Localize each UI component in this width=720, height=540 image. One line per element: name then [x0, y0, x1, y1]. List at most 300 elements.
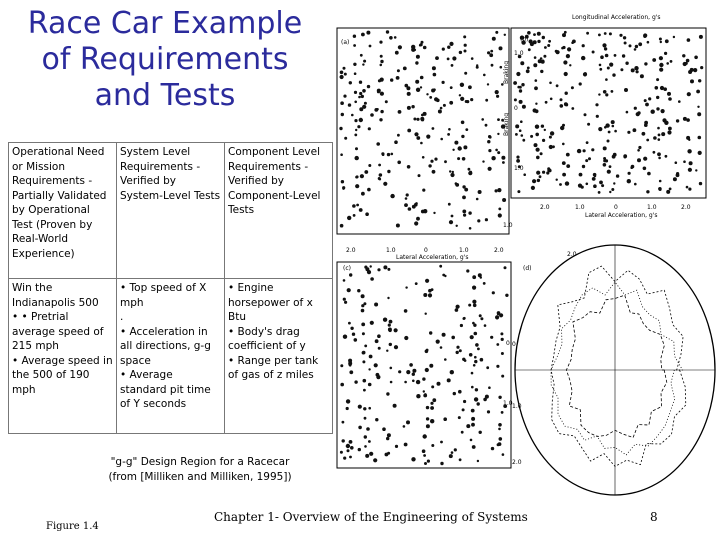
scatter-point	[354, 380, 357, 383]
figure-label: Figure 1.4	[46, 521, 99, 532]
scatter-point	[534, 86, 538, 90]
scatter-point	[564, 102, 568, 106]
plot-b-tick-x: 2.0	[540, 204, 550, 211]
scatter-point	[440, 441, 443, 444]
scatter-point	[647, 172, 651, 176]
plot-b	[503, 14, 706, 219]
scatter-point	[455, 183, 459, 187]
scatter-point	[416, 118, 419, 121]
scatter-point	[579, 82, 582, 85]
scatter-point	[353, 214, 356, 217]
scatter-point	[453, 392, 456, 395]
scatter-point	[498, 423, 502, 427]
scatter-point	[449, 101, 453, 105]
caption-line-1: "g-g" Design Region for a Racecar	[110, 456, 290, 468]
scatter-point	[378, 347, 381, 350]
scatter-point	[370, 113, 374, 117]
scatter-point	[403, 425, 406, 428]
scatter-point	[505, 294, 508, 297]
scatter-point	[687, 92, 691, 96]
scatter-point	[638, 42, 642, 46]
scatter-point	[497, 118, 500, 121]
scatter-point	[648, 97, 651, 100]
scatter-point	[633, 128, 637, 132]
scatter-point	[592, 51, 595, 54]
scatter-point	[550, 98, 553, 101]
scatter-point	[412, 369, 416, 373]
scatter-point	[394, 140, 398, 144]
scatter-point	[463, 400, 466, 403]
scatter-point	[665, 39, 669, 43]
scatter-point	[353, 63, 356, 66]
scatter-point	[352, 333, 355, 336]
scatter-point	[380, 60, 383, 63]
scatter-point	[357, 125, 360, 128]
scatter-point	[406, 370, 410, 374]
scatter-point	[349, 440, 353, 444]
scatter-point	[361, 192, 365, 196]
scatter-point	[656, 96, 659, 99]
scatter-point	[627, 131, 630, 134]
scatter-point	[363, 302, 366, 305]
scatter-point	[478, 190, 482, 194]
scatter-point	[563, 60, 567, 64]
scatter-point	[696, 90, 700, 94]
scatter-point	[366, 427, 370, 431]
scatter-point	[487, 51, 490, 54]
scatter-point	[340, 383, 344, 387]
scatter-point	[611, 120, 615, 124]
scatter-point	[376, 108, 378, 110]
scatter-point	[626, 111, 629, 114]
scatter-point	[481, 118, 484, 121]
scatter-point	[383, 265, 387, 269]
scatter-point	[612, 155, 616, 159]
scatter-point	[452, 171, 454, 173]
plot-b-x-axis: Lateral Acceleration, g's	[585, 212, 658, 219]
scatter-point	[395, 445, 398, 448]
scatter-point	[536, 156, 540, 160]
scatter-point	[698, 136, 702, 140]
scatter-point	[604, 47, 607, 50]
scatter-point	[472, 445, 476, 449]
scatter-point	[387, 268, 390, 271]
scatter-point	[447, 378, 451, 382]
scatter-point	[477, 219, 480, 222]
scatter-point	[541, 125, 544, 128]
scatter-point	[394, 345, 398, 349]
scatter-point	[378, 177, 381, 180]
scatter-point	[346, 399, 350, 403]
scatter-point	[462, 157, 466, 161]
scatter-point	[562, 173, 566, 177]
scatter-point	[369, 45, 372, 48]
scatter-point	[422, 189, 425, 192]
scatter-point	[504, 34, 506, 36]
scatter-point	[673, 177, 677, 181]
scatter-point	[690, 79, 694, 83]
scatter-point	[451, 215, 454, 218]
scatter-point	[547, 44, 550, 47]
scatter-point	[678, 100, 681, 103]
scatter-point	[492, 291, 495, 294]
scatter-point	[687, 38, 691, 42]
scatter-point	[545, 101, 548, 104]
scatter-point	[397, 69, 400, 72]
scatter-point	[604, 126, 607, 129]
scatter-point	[498, 442, 502, 446]
scatter-point	[643, 35, 646, 38]
scatter-point	[342, 439, 345, 442]
scatter-point	[698, 151, 702, 155]
scatter-point	[598, 127, 602, 131]
scatter-point	[340, 451, 343, 454]
scatter-point	[609, 63, 613, 67]
scatter-point	[442, 81, 445, 84]
scatter-point	[436, 340, 440, 344]
scatter-point	[593, 184, 597, 188]
scatter-point	[490, 336, 493, 339]
scatter-point	[608, 131, 611, 134]
scatter-point	[609, 32, 612, 35]
scatter-point	[454, 141, 458, 145]
scatter-point	[520, 120, 523, 123]
scatter-point	[644, 99, 647, 102]
scatter-point	[443, 104, 446, 107]
scatter-point	[693, 68, 697, 72]
plot-c-tick-x: 1.0	[386, 247, 396, 254]
scatter-point	[415, 80, 419, 84]
scatter-point	[404, 443, 408, 447]
scatter-point	[442, 48, 445, 51]
scatter-point	[540, 57, 543, 60]
scatter-point	[420, 76, 424, 80]
scatter-point	[461, 135, 464, 138]
scatter-point	[480, 276, 482, 278]
scatter-point	[664, 52, 667, 55]
scatter-point	[456, 351, 459, 354]
scatter-point	[427, 460, 430, 463]
scatter-point	[377, 90, 380, 93]
scatter-point	[369, 452, 373, 456]
scatter-point	[700, 66, 703, 69]
scatter-point	[565, 92, 568, 95]
scatter-point	[528, 48, 531, 51]
scatter-point	[383, 182, 387, 186]
scatter-point	[362, 105, 366, 109]
scatter-point	[519, 86, 522, 89]
plot-c-tick-x: 2.0	[346, 247, 356, 254]
scatter-point	[496, 95, 499, 98]
scatter-point	[666, 190, 670, 194]
scatter-point	[659, 180, 662, 183]
scatter-point	[516, 159, 520, 163]
scatter-point	[471, 409, 475, 413]
scatter-point	[585, 159, 588, 162]
scatter-point	[530, 42, 534, 46]
scatter-point	[462, 408, 465, 411]
scatter-point	[499, 313, 503, 317]
plot-b-tick-x: 0	[614, 204, 618, 211]
plot-d-curves	[551, 266, 686, 466]
scatter-point	[638, 146, 641, 149]
scatter-point	[433, 88, 436, 91]
scatter-point	[497, 188, 501, 192]
scatter-point	[643, 167, 647, 171]
scatter-point	[460, 97, 464, 101]
scatter-point	[361, 33, 365, 37]
scatter-point	[390, 78, 393, 81]
scatter-point	[471, 372, 474, 375]
performance-envelope-curve	[551, 282, 683, 455]
plot-c-label: (c)	[343, 265, 351, 272]
scatter-point	[676, 173, 680, 177]
scatter-point	[367, 85, 370, 88]
scatter-point	[607, 170, 611, 174]
scatter-point	[535, 103, 537, 105]
scatter-point	[642, 132, 646, 136]
scatter-point	[482, 160, 484, 162]
scatter-point	[471, 417, 475, 421]
scatter-point	[389, 36, 393, 40]
scatter-point	[452, 149, 454, 151]
scatter-point	[522, 139, 525, 142]
scatter-point	[346, 444, 350, 448]
scatter-point	[414, 221, 418, 225]
scatter-point	[474, 360, 477, 363]
scatter-point	[572, 40, 576, 44]
plot-c-tick-x: 2.0	[494, 247, 504, 254]
scatter-point	[636, 70, 639, 73]
scatter-point	[646, 139, 649, 142]
scatter-point	[462, 210, 466, 214]
scatter-point	[473, 304, 477, 308]
cell-text: • Engine horsepower of x Btu	[228, 282, 317, 323]
scatter-point	[426, 406, 429, 409]
scatter-point	[343, 279, 346, 282]
scatter-point	[440, 138, 443, 141]
scatter-point	[349, 370, 353, 374]
scatter-point	[361, 95, 364, 98]
scatter-point	[368, 164, 371, 167]
scatter-point	[634, 48, 637, 51]
scatter-point	[456, 305, 460, 309]
scatter-point	[364, 445, 367, 448]
scatter-point	[566, 164, 570, 168]
scatter-point	[670, 60, 673, 63]
scatter-point	[460, 83, 464, 87]
scatter-point	[367, 188, 371, 192]
scatter-point	[440, 346, 443, 349]
scatter-point	[604, 32, 607, 35]
plot-b-tick-x: 1.0	[575, 204, 585, 211]
cell-text: • • Pretrial average speed of 215 mph	[12, 311, 107, 352]
scatter-point	[439, 265, 442, 268]
scatter-point	[667, 92, 671, 96]
scatter-point	[480, 358, 484, 362]
scatter-point	[408, 207, 412, 211]
scatter-point	[385, 100, 388, 103]
scatter-point	[668, 97, 672, 101]
scatter-point	[359, 92, 362, 95]
scatter-point	[361, 294, 365, 298]
scatter-point	[603, 157, 606, 160]
scatter-point	[438, 110, 442, 114]
scatter-point	[601, 184, 604, 187]
scatter-point	[673, 36, 675, 38]
scatter-point	[477, 460, 479, 462]
scatter-point	[646, 190, 649, 193]
scatter-point	[483, 398, 487, 402]
scatter-point	[406, 420, 410, 424]
plot-d-tick-y: 2.0	[567, 251, 577, 258]
scatter-point	[647, 41, 650, 44]
plot-b-tick-y: 0	[514, 105, 518, 112]
scatter-point	[631, 68, 635, 72]
scatter-point	[431, 288, 434, 291]
scatter-point	[405, 84, 409, 88]
scatter-point	[495, 31, 498, 34]
scatter-point	[645, 103, 649, 107]
scatter-point	[520, 61, 524, 65]
scatter-point	[354, 119, 357, 122]
scatter-point	[614, 130, 617, 133]
scatter-point	[362, 360, 365, 363]
scatter-point	[602, 43, 606, 47]
scatter-point	[386, 30, 389, 33]
plot-d-tick-y: 0	[512, 341, 516, 348]
scatter-point	[667, 130, 671, 134]
scatter-point	[413, 118, 416, 121]
scatter-point	[588, 157, 591, 160]
scatter-point	[380, 110, 383, 113]
scatter-point	[497, 151, 500, 154]
scatter-point	[463, 35, 466, 38]
scatter-point	[354, 91, 357, 94]
scatter-point	[498, 208, 501, 211]
plot-a-points	[339, 30, 506, 229]
scatter-point	[442, 333, 446, 337]
scatter-point	[549, 136, 552, 139]
scatter-point	[564, 31, 567, 34]
scatter-point	[682, 54, 685, 57]
scatter-point	[549, 82, 552, 85]
scatter-point	[636, 112, 640, 116]
scatter-point	[463, 317, 466, 320]
scatter-point	[523, 173, 526, 176]
scatter-point	[456, 225, 458, 227]
plot-c	[337, 222, 513, 468]
scatter-point	[396, 76, 400, 80]
scatter-point	[454, 448, 457, 451]
scatter-point	[640, 74, 644, 78]
scatter-point	[418, 174, 421, 177]
scatter-point	[497, 133, 499, 135]
plot-d	[512, 245, 715, 495]
scatter-point	[447, 58, 450, 61]
scatter-point	[697, 106, 699, 108]
scatter-point	[433, 212, 435, 214]
scatter-point	[637, 149, 640, 152]
scatter-point	[463, 214, 466, 217]
scatter-point	[447, 46, 450, 49]
scatter-point	[419, 44, 422, 47]
scatter-point	[488, 149, 491, 152]
scatter-point	[407, 92, 411, 96]
plot-c-points	[340, 265, 509, 465]
scatter-point	[425, 279, 429, 283]
scatter-point	[360, 54, 363, 57]
scatter-point	[359, 81, 362, 84]
scatter-point	[474, 332, 478, 336]
scatter-point	[643, 157, 647, 161]
plot-c-tick-y: 1.0	[503, 400, 513, 407]
scatter-point	[686, 136, 690, 140]
scatter-point	[386, 350, 388, 352]
table-cell-operational-header: Operational Need or Mission Requirements - Partially Validated by Operational Test (Proven by Real-World Experience)	[9, 143, 117, 279]
scatter-point	[659, 38, 662, 41]
scatter-point	[477, 348, 480, 351]
scatter-point	[466, 269, 469, 272]
scatter-point	[342, 188, 344, 190]
scatter-point	[536, 148, 540, 152]
cell-text: • Top speed of X mph	[120, 282, 210, 309]
scatter-point	[412, 373, 415, 376]
scatter-point	[605, 93, 608, 96]
scatter-point	[406, 193, 409, 196]
scatter-point	[420, 86, 422, 88]
scatter-point	[344, 73, 347, 76]
cell-text: • Average standard pit time of Y seconds	[120, 369, 215, 410]
scatter-point	[571, 107, 574, 110]
scatter-point	[611, 188, 614, 191]
scatter-point	[423, 454, 426, 457]
scatter-point	[430, 406, 434, 410]
scatter-point	[517, 190, 520, 193]
scatter-point	[423, 293, 427, 297]
scatter-point	[583, 72, 587, 76]
scatter-point	[499, 46, 503, 50]
scatter-point	[560, 104, 564, 108]
scatter-point	[622, 54, 625, 57]
scatter-point	[361, 323, 365, 327]
plot-b-tick-y: 1.0	[514, 165, 524, 172]
scatter-point	[368, 127, 371, 130]
scatter-point	[612, 73, 615, 76]
scatter-point	[634, 107, 637, 110]
scatter-point	[562, 124, 565, 127]
scatter-point	[660, 86, 664, 90]
scatter-point	[587, 123, 590, 126]
scatter-point	[397, 161, 401, 165]
scatter-point	[659, 56, 663, 60]
scatter-point	[378, 79, 381, 82]
scatter-point	[459, 349, 462, 352]
scatter-point	[625, 62, 628, 65]
scatter-point	[374, 303, 378, 307]
table-cell-system-header: System Level Requirements - Verified by System-Level Tests	[117, 143, 225, 279]
scatter-point	[577, 149, 581, 153]
scatter-point	[586, 141, 589, 144]
scatter-point	[340, 364, 343, 367]
scatter-point	[537, 40, 540, 43]
scatter-point	[634, 66, 638, 70]
scatter-point	[365, 454, 369, 458]
scatter-point	[396, 224, 400, 228]
scatter-point	[429, 96, 432, 99]
scatter-point	[498, 213, 502, 217]
scatter-point	[387, 297, 389, 299]
